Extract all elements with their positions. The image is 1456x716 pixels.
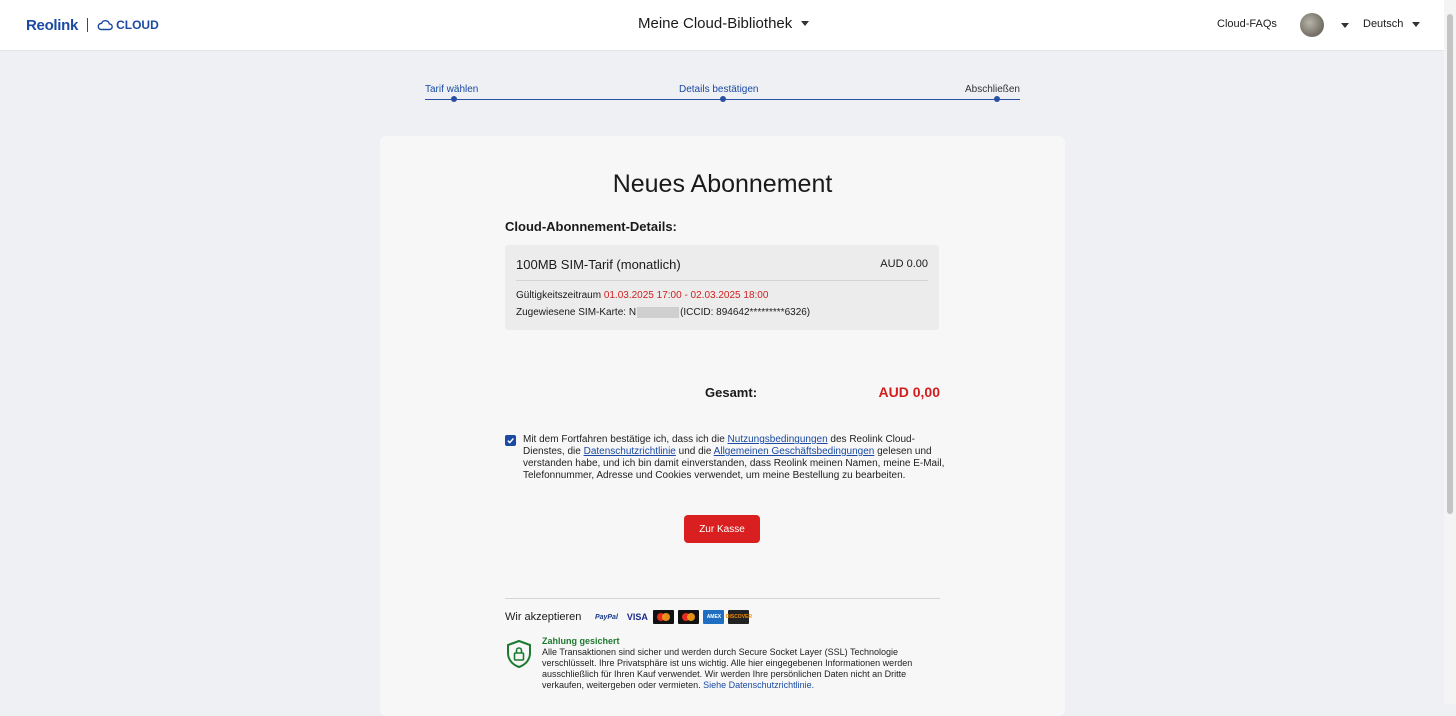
- library-title: Meine Cloud-Bibliothek: [638, 15, 793, 32]
- top-header: [0, 0, 1444, 51]
- privacy-link[interactable]: Datenschutzrichtlinie: [583, 446, 676, 457]
- step-finish: Abschließen: [964, 84, 1020, 95]
- amex-icon: AMEX: [703, 610, 724, 624]
- plan-validity: [516, 290, 768, 301]
- plan-summary: [505, 245, 939, 330]
- brand-sub: CLOUD: [116, 18, 159, 32]
- details-heading: Cloud-Abonnement-Details:: [505, 219, 677, 234]
- secure-text-body: Alle Transaktionen sind sicher und werden durch Secure Socket Layer (SSL) Technologie verschlüsselt. Ihre Privatsphäre ist uns wichtig. Alle hier eingegebenen Informationen werden ausschließlich für Ihren Kauf verwendet. Wir werden Ihre persönlichen Daten nicht an Dritte verkaufen, weitergeben oder vermieten.: [542, 647, 913, 690]
- reolink-cloud-logo[interactable]: [26, 16, 159, 34]
- consent-text-part: des Reolink Cloud-Dienstes, die: [523, 434, 915, 457]
- shield-lock-icon: [505, 639, 533, 669]
- consent-text-part: gelesen und verstanden habe, und ich bin damit einverstanden, dass Reolink meinen Namen, meine E-Mail, Telefonnummer, Adresse und Cookies verwendet, um meine Bestellung zu bearbeiten.: [523, 446, 945, 481]
- consent-checkbox[interactable]: [505, 435, 516, 446]
- mastercard-icon: [653, 610, 674, 624]
- page-title: Neues Abonnement: [612, 170, 833, 198]
- validity-range: 01.03.2025 17:00 - 02.03.2025 18:00: [603, 290, 769, 301]
- cloud-faqs-link[interactable]: Cloud-FAQs: [1217, 18, 1277, 30]
- paypal-icon: PayPal: [594, 613, 618, 621]
- validity-label: Gültigkeitszeitraum: [516, 290, 602, 301]
- redacted-sim-name: [637, 307, 679, 318]
- consent-text-part: und die: [675, 446, 714, 457]
- total-value: AUD 0,00: [878, 384, 940, 400]
- secure-text: [542, 647, 937, 691]
- secure-title: Zahlung gesichert: [542, 636, 620, 646]
- cloud-icon: [97, 19, 113, 31]
- checkout-stepper: [425, 84, 1020, 104]
- language-dropdown[interactable]: [1363, 18, 1420, 30]
- library-dropdown[interactable]: [638, 15, 809, 32]
- logo-divider: [87, 18, 88, 32]
- page-scrollbar[interactable]: [1444, 0, 1456, 704]
- scrollbar-thumb[interactable]: [1447, 14, 1453, 514]
- agb-link[interactable]: Allgemeinen Geschäftsbedingungen: [713, 446, 875, 457]
- step-dot: [720, 96, 726, 102]
- step-dot: [451, 96, 457, 102]
- chevron-down-icon: [801, 21, 809, 26]
- consent-text: [523, 434, 945, 482]
- plan-sim: [516, 307, 810, 318]
- accepted-payments: [505, 610, 753, 624]
- section-divider: [505, 598, 940, 599]
- checkout-button[interactable]: Zur Kasse: [684, 515, 760, 543]
- subscription-card: [380, 136, 1065, 716]
- payment-logos: [591, 610, 753, 624]
- sim-iccid: (ICCID: 894642*********6326): [680, 307, 811, 318]
- step-confirm-details: Details bestätigen: [679, 84, 759, 95]
- chevron-down-icon: [1412, 22, 1420, 27]
- visa-icon: VISA: [626, 612, 648, 622]
- step-choose-plan: Tarif wählen: [425, 84, 479, 95]
- avatar[interactable]: [1300, 13, 1324, 37]
- brand-name: Reolink: [26, 16, 79, 34]
- plan-divider: [516, 280, 928, 281]
- sim-label: Zugewiesene SIM-Karte: N: [516, 307, 637, 318]
- consent-text-part: Mit dem Fortfahren bestätige ich, dass ich die: [523, 434, 728, 445]
- accept-label: Wir akzeptieren: [505, 611, 582, 623]
- plan-price: AUD 0.00: [880, 258, 928, 270]
- terms-link[interactable]: Nutzungsbedingungen: [727, 434, 828, 445]
- discover-icon: DISCOVER: [728, 610, 749, 624]
- privacy-policy-link[interactable]: Siehe Datenschutzrichtlinie.: [703, 680, 815, 690]
- step-dot: [994, 96, 1000, 102]
- maestro-icon: [678, 610, 699, 624]
- language-label: Deutsch: [1363, 18, 1404, 30]
- total-label: Gesamt:: [705, 385, 758, 400]
- chevron-down-icon[interactable]: [1341, 23, 1349, 28]
- plan-name: 100MB SIM-Tarif (monatlich): [516, 257, 681, 272]
- checkmark-icon: [506, 436, 515, 445]
